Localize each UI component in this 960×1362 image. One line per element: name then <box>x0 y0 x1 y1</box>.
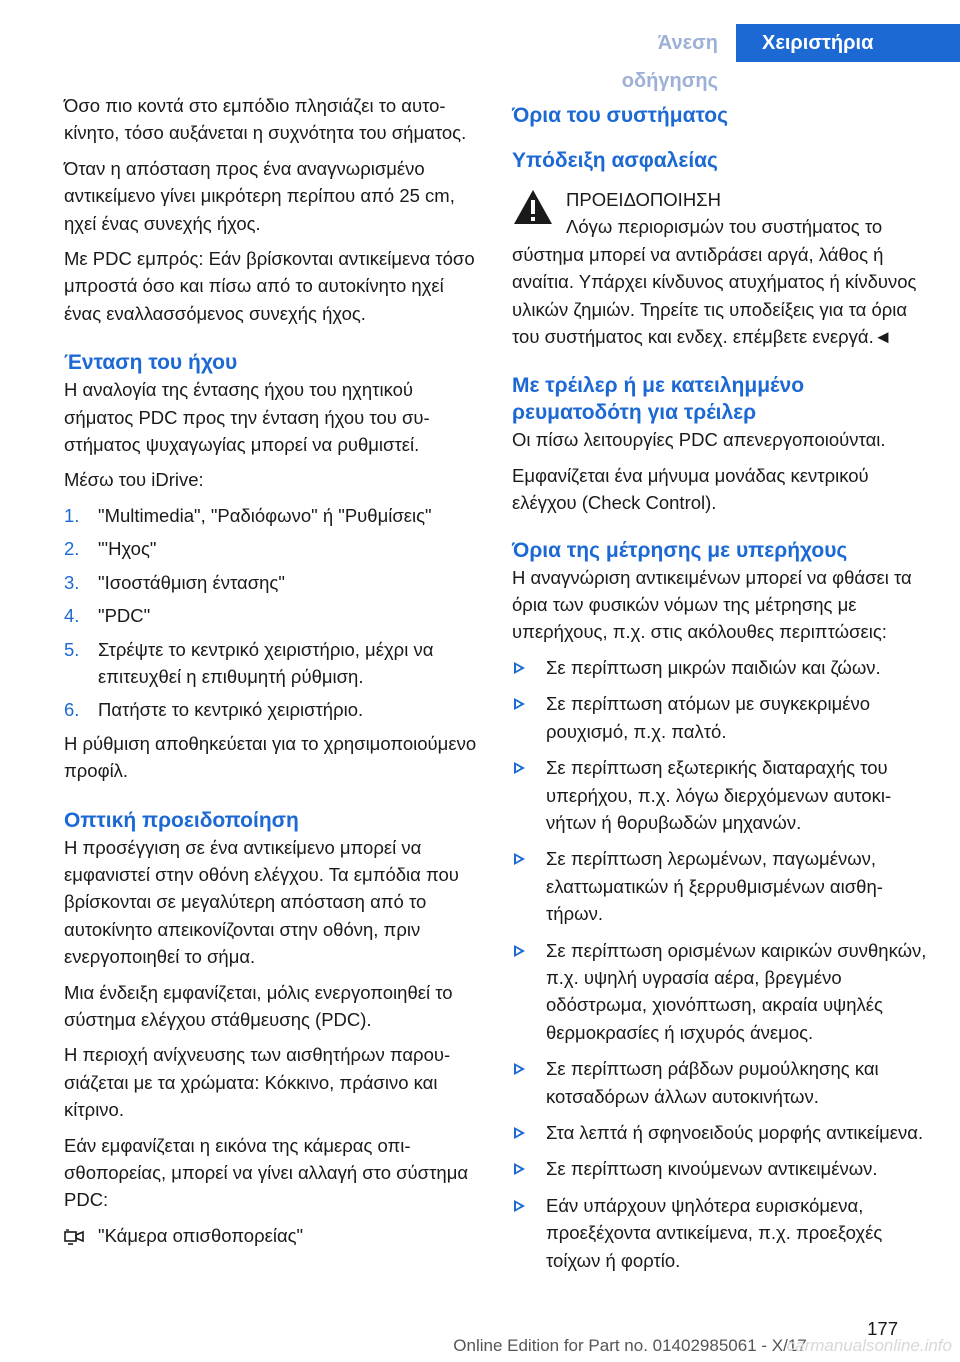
step-number: 5. <box>64 638 80 660</box>
case-text: Εάν υπάρχουν ψηλότερα ευρισκόμενα, προεξέχοντα αντικείμενα, π.χ. προεξοχές τοίχων ή φορτίο. <box>546 1194 883 1271</box>
case-text: Σε περίπτωση λερωμένων, παγωμένων, ελαττωματικών ή ξερρυθμισμένων αισθητήρων. <box>546 848 883 925</box>
list-item <box>512 754 930 836</box>
ultrasound-limits-heading: Όρια της μέτρησης με υπερήχους <box>512 538 848 562</box>
list-item <box>512 1055 930 1110</box>
list-item <box>512 1119 930 1146</box>
limitation-cases-list <box>512 654 930 1274</box>
trailer-paragraph-1: Οι πίσω λειτουργίες PDC απενεργοποιούνται. <box>512 429 886 451</box>
step-text: "PDC" <box>98 605 151 627</box>
step-text: Στρέψτε το κεντρικό χειριστήριο, μέχρι να επιτευχθεί η επιθυμητή ρύθμιση. <box>98 638 434 687</box>
rear-camera-label: "Κάμερα οπισθοπορείας" <box>98 1224 304 1246</box>
volume-heading: Ένταση του ήχου <box>64 351 238 375</box>
triangle-bullet-icon <box>514 945 525 957</box>
warning-block <box>512 186 930 241</box>
page-number: 177 <box>867 1318 898 1339</box>
triangle-bullet-icon <box>514 1127 525 1139</box>
warning-body: σύστημα μπορεί να αντιδράσει αργά, λάθος ή αναίτια. Υπάρχει κίνδυνος ατυχήματος ή κίνδυνος υλικών ζημιών. Τηρείτε τις υποδείξεις για τα όρια του συστήματος και ενδεχ. επέμβετε ενεργά.◄ <box>512 243 917 348</box>
rear-camera-item <box>64 1222 480 1249</box>
idrive-steps-list <box>64 502 480 724</box>
step-text: "'Ηχος" <box>98 538 157 560</box>
watermark: carmanualsonline.info <box>786 1336 952 1355</box>
step-text: "Ισοστάθμιση έντασης" <box>98 571 285 593</box>
list-item <box>512 690 930 745</box>
step-number: 3. <box>64 571 80 593</box>
trailer-heading: Με τρέιλερ ή με κατειλημμένο ρευματοδότη για τρέιλερ <box>512 374 805 425</box>
step-item <box>64 535 480 562</box>
step-number: 2. <box>64 538 80 560</box>
visual-warning-heading: Οπτική προειδοποίηση <box>64 808 299 832</box>
step-item <box>64 696 480 723</box>
step-item <box>64 602 480 629</box>
step-text: Πατήστε το κεντρικό χειριστήριο. <box>98 699 364 721</box>
system-limits-heading: Όρια του συστήματος <box>512 104 729 127</box>
warning-triangle-icon <box>512 188 554 231</box>
triangle-bullet-icon <box>514 762 525 774</box>
triangle-bullet-icon <box>514 1200 525 1212</box>
tab-comfort-driving[interactable]: Άνεση οδήγησης <box>540 24 736 62</box>
step-item <box>64 569 480 596</box>
case-text: Σε περίπτωση ορισμένων καιρικών συνθηκών, π.χ. υψηλή υγρασία αέρα, βρεγμένο οδόστρωμα, χιονόπτωση, ακραία υψηλές θερμοκρασίες ή ισχυρός άνεμος. <box>546 939 927 1043</box>
safety-note-heading: Υπόδειξη ασφαλείας <box>512 149 718 172</box>
edition-text: Online Edition for Part no. 01402985061 - X/17 <box>453 1336 807 1355</box>
case-text: Στα λεπτά ή σφηνοειδούς μορφής αντικείμενα. <box>546 1121 924 1143</box>
volume-paragraph-3: Η ρύθμιση αποθηκεύεται για το χρησιμοποιούμενο προφίλ. <box>64 732 477 782</box>
case-text: Σε περίπτωση κινούμενων αντικειμένων. <box>546 1158 878 1180</box>
left-column <box>64 92 480 1249</box>
visual-paragraph-1: Η προσέγγιση σε ένα αντικείμενο μπορεί να εμφανιστεί στην οθόνη ελέγχου. Τα εμπόδια που βρίσκονται σε μεγαλύτερη απόσταση από το αυτοκίνητο απεικονίζονται στην οθόνη, πριν ενεργοποιηθεί το σήμα. <box>64 836 459 968</box>
case-text: Σε περίπτωση ράβδων ρυμούλκησης και κοτσαδόρων άλλων αυτοκινήτων. <box>546 1058 879 1107</box>
visual-paragraph-3: Η περιοχή ανίχνευσης των αισθητήρων παρουσιάζεται με τα χρώματα: Κόκκινο, πράσινο και κίτρινο. <box>64 1044 451 1121</box>
tab-controls[interactable]: Χειριστήρια <box>736 24 960 62</box>
step-number: 1. <box>64 504 80 526</box>
header-tabs <box>540 24 960 92</box>
case-text: Σε περίπτωση εξωτερικής διαταραχής του υπερήχου, π.χ. λόγω διερχόμενων αυτοκινήτων ή θορυβωδών μηχανών. <box>546 757 892 833</box>
step-item <box>64 502 480 529</box>
trailer-paragraph-2: Εμφανίζεται ένα μήνυμα μονάδας κεντρικού ελέγχου (Check Control). <box>512 464 869 514</box>
triangle-bullet-icon <box>514 662 525 674</box>
list-item <box>512 1192 930 1274</box>
case-text: Σε περίπτωση μικρών παιδιών και ζώων. <box>546 656 881 678</box>
volume-paragraph-2: Μέσω του iDrive: <box>64 469 204 491</box>
right-column <box>512 92 930 1283</box>
volume-paragraph-1: Η αναλογία της έντασης ήχου του ηχητικού σήματος PDC προς την ένταση ήχου του συστήματος ψυχαγωγίας μπορεί να ρυθμιστεί. <box>64 379 430 456</box>
list-item <box>512 1155 930 1182</box>
list-item <box>512 845 930 927</box>
case-text: Σε περίπτωση ατόμων με συγκεκριμένο ρουχισμό, π.χ. παλτό. <box>546 693 871 742</box>
warning-title: ΠΡΟΕΙΔΟΠΟΙΗΣΗ <box>566 189 721 210</box>
triangle-bullet-icon <box>514 1163 525 1175</box>
list-item <box>512 937 930 1047</box>
ultrasound-paragraph-1: Η αναγνώριση αντικειμένων μπορεί να φθάσει τα όρια των φυσικών νόμων της μέτρησης με υπερήχους, π.χ. στις ακόλουθες περιπτώσεις: <box>512 566 912 643</box>
triangle-bullet-icon <box>514 853 525 865</box>
list-item <box>512 654 930 681</box>
triangle-bullet-icon <box>514 1063 525 1075</box>
step-number: 6. <box>64 699 80 721</box>
visual-paragraph-2: Μια ένδειξη εμφανίζεται, μόλις ενεργοποιηθεί το σύστημα ελέγχου στάθμευσης (PDC). <box>64 981 453 1030</box>
intro-paragraph-3: Με PDC εμπρός: Εάν βρίσκονται αντικείμενα τόσο μπροστά όσο και πίσω από το αυτοκίνητο ηχεί ένας εναλλασσόμενος συνεχής ήχος. <box>64 248 475 324</box>
intro-paragraph-2: Όταν η απόσταση προς ένα αναγνωρισμένο αντικείμενο γίνει μικρότερη περίπου από 25 cm, ηχεί ένας συνεχής ήχος. <box>64 157 455 234</box>
rear-camera-icon <box>64 1227 86 1254</box>
warning-first-line: Λόγω περιορισμών του συστήματος το <box>566 216 883 238</box>
intro-paragraph-1: Όσο πιο κοντά στο εμπόδιο πλησιάζει το αυτοκίνητο, τόσο αυξάνεται η συχνότητα του σήματος. <box>64 95 467 144</box>
triangle-bullet-icon <box>514 698 525 710</box>
step-number: 4. <box>64 605 80 627</box>
visual-paragraph-4: Εάν εμφανίζεται η εικόνα της κάμερας οπισθοπορείας, μπορεί να γίνει αλλαγή στο σύστημα PDC: <box>64 1134 469 1211</box>
step-text: "Multimedia", "Ραδιόφωνο" ή "Ρυθμίσεις" <box>98 504 432 526</box>
step-item <box>64 636 480 691</box>
